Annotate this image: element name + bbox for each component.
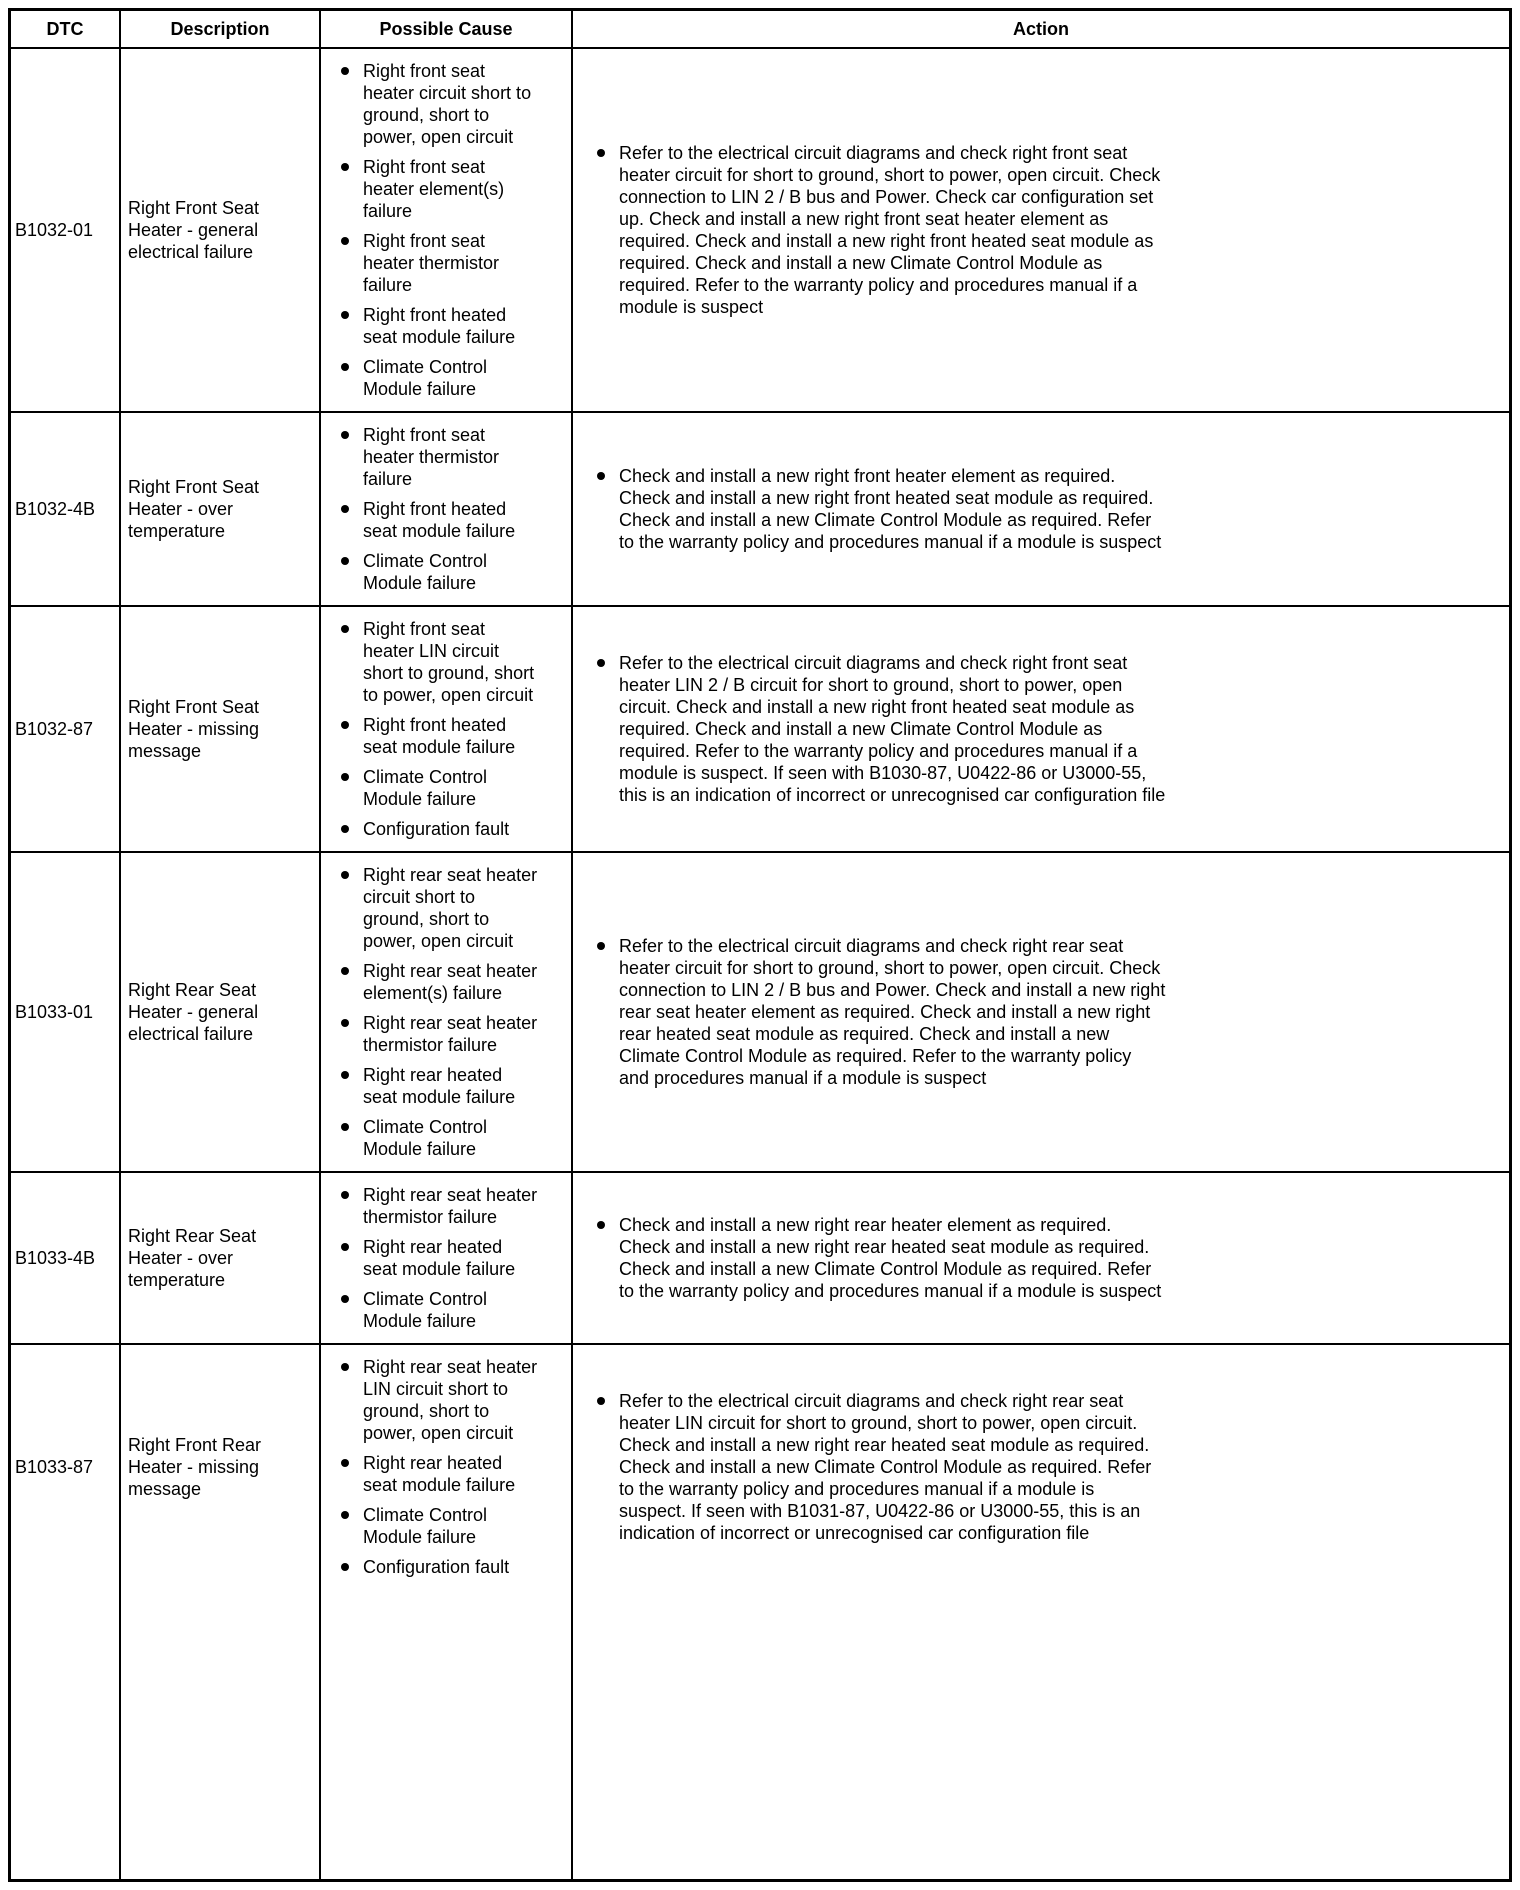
description-text: Right Front Seat Heater - missing message [128,697,260,761]
action-cell [573,1345,1509,1589]
dtc-code: B1032-87 [15,719,94,739]
dtc-code: B1033-87 [15,1457,94,1477]
bullet-icon [341,1363,349,1371]
dtc-cell [11,1173,121,1343]
cause-item [341,864,567,952]
cause-text: Right front seat heater thermistor failure [363,425,500,489]
description-text: Right Rear Seat Heater - general electrical failure [128,980,259,1044]
cause-list [341,60,567,400]
cause-text: Right rear seat heater circuit short to ground, short to power, open circuit [363,865,538,951]
header-dtc: DTC [11,11,121,47]
empty-cell [321,1589,573,1879]
action-item [597,935,1166,1089]
action-cell [573,413,1509,605]
description-cell [121,49,321,411]
description-text: Right Rear Seat Heater - over temperature [128,1226,257,1290]
table-row-b1033-4b [11,1173,1509,1345]
cause-item [341,818,567,840]
cause-text: Right front seat heater element(s) failure [363,157,505,221]
table-row-b1033-87 [11,1345,1509,1589]
bullet-icon [341,1295,349,1303]
action-cell [573,853,1509,1171]
bullet-icon [341,431,349,439]
bullet-icon [597,942,605,950]
dtc-code: B1032-01 [15,220,94,240]
description-cell [121,1345,321,1589]
cause-text: Right front heated seat module failure [363,715,516,757]
cause-item [341,356,567,400]
cause-list [341,424,567,594]
description-text: Right Front Rear Heater - missing message [128,1435,262,1499]
cause-item [341,550,567,594]
bullet-icon [341,967,349,975]
description-cell [121,1173,321,1343]
cause-text: Right rear seat heater element(s) failure [363,961,538,1003]
cause-text: Climate Control Module failure [363,551,488,593]
description-cell [121,413,321,605]
cause-item [341,1236,567,1280]
cause-list [341,864,567,1160]
description-cell [121,607,321,851]
cause-item [341,618,567,706]
dtc-code: B1033-01 [15,1002,94,1022]
dtc-code: B1033-4B [15,1248,96,1268]
possible-cause-cell [321,607,573,851]
dtc-cell [11,607,121,851]
cause-text: Right rear seat heater LIN circuit short to ground, short to power, open circuit [363,1357,538,1443]
action-item [597,465,1166,553]
action-text: Check and install a new right rear heater element as required. Check and install a new right rear heated seat module as required. Check and install a new Climate Control Module as required. Refer to the warranty policy and procedures manual if a module is suspect [619,1215,1162,1301]
header-possible-cause: Possible Cause [321,11,573,47]
description-cell [121,853,321,1171]
action-cell [573,49,1509,411]
dtc-cell [11,49,121,411]
cause-list [341,1356,567,1578]
possible-cause-cell [321,413,573,605]
action-item [597,1214,1166,1302]
description-text: Right Front Seat Heater - general electrical failure [128,198,260,262]
cause-item [341,1288,567,1332]
dtc-cell [11,853,121,1171]
cause-text: Right front seat heater LIN circuit short to ground, short to power, open circuit [363,619,535,705]
bullet-icon [341,237,349,245]
action-text: Refer to the electrical circuit diagrams and check right front seat heater LIN 2 / B circuit for short to ground, short to power, open circuit. Check and install a new right front heated seat module as required. Check and install a new Climate Control Module as required. Refer to the warranty policy and procedures manual if a module is suspect. If seen with B1030-87, U0422-86 or U3000-55, this is an indication of incorrect or unrecognised car configuration file [619,653,1166,805]
table-row-b1032-87 [11,607,1509,853]
bullet-icon [341,505,349,513]
bullet-icon [341,825,349,833]
cause-text: Right rear heated seat module failure [363,1453,516,1495]
bullet-icon [341,871,349,879]
bullet-icon [341,163,349,171]
possible-cause-cell [321,1345,573,1589]
table-row-b1033-01 [11,853,1509,1173]
bullet-icon [341,1071,349,1079]
cause-item [341,304,567,348]
bullet-icon [341,1243,349,1251]
cause-item [341,766,567,810]
cause-text: Right front seat heater circuit short to ground, short to power, open circuit [363,61,532,147]
empty-cell [573,1589,1509,1879]
bullet-icon [341,311,349,319]
cause-item [341,1064,567,1108]
cause-text: Right rear seat heater thermistor failure [363,1013,538,1055]
bullet-icon [597,472,605,480]
bullet-icon [341,1563,349,1571]
cause-text: Climate Control Module failure [363,1505,488,1547]
table-filler-row [11,1589,1509,1879]
cause-item [341,1556,567,1578]
dtc-cell [11,1345,121,1589]
cause-text: Climate Control Module failure [363,357,488,399]
bullet-icon [597,149,605,157]
table-header-row [11,11,1509,49]
empty-cell [11,1589,121,1879]
cause-item [341,60,567,148]
bullet-icon [341,67,349,75]
cause-item [341,1012,567,1056]
cause-text: Climate Control Module failure [363,1289,488,1331]
cause-item [341,714,567,758]
cause-text: Right front heated seat module failure [363,305,516,347]
bullet-icon [341,1459,349,1467]
action-cell [573,607,1509,851]
possible-cause-cell [321,853,573,1171]
dtc-table [8,8,1512,1882]
table-row-b1032-4b [11,413,1509,607]
action-text: Refer to the electrical circuit diagrams and check right rear seat heater LIN circuit for short to ground, short to power, open circuit. Check and install a new right rear heated seat module as required. Check and install a new Climate Control Module as required. Refer to the warranty policy and procedures manual if a module is suspect. If seen with B1031-87, U0422-86 or U3000-55, this is an indication of incorrect or unrecognised car configuration file [619,1391,1152,1543]
bullet-icon [341,557,349,565]
bullet-icon [341,1511,349,1519]
bullet-icon [597,1221,605,1229]
action-item [597,142,1166,318]
cause-item [341,424,567,490]
cause-item [341,960,567,1004]
action-item [597,1390,1166,1544]
bullet-icon [341,1191,349,1199]
header-description: Description [121,11,321,47]
cause-item [341,1356,567,1444]
cause-list [341,1184,567,1332]
table-row-b1032-01 [11,49,1509,413]
action-text: Check and install a new right front heater element as required. Check and install a new right front heated seat module as required. Check and install a new Climate Control Module as required. Refer to the warranty policy and procedures manual if a module is suspect [619,466,1162,552]
dtc-code: B1032-4B [15,499,96,519]
action-item [597,652,1166,806]
bullet-icon [341,1019,349,1027]
bullet-icon [597,659,605,667]
cause-text: Configuration fault [363,819,510,839]
empty-cell [121,1589,321,1879]
bullet-icon [341,625,349,633]
cause-text: Right rear heated seat module failure [363,1065,516,1107]
bullet-icon [341,773,349,781]
bullet-icon [597,1397,605,1405]
description-text: Right Front Seat Heater - over temperature [128,477,260,541]
cause-item [341,1452,567,1496]
cause-item [341,1504,567,1548]
action-text: Refer to the electrical circuit diagrams and check right front seat heater circuit for short to ground, short to power, open circuit. Check connection to LIN 2 / B bus and Power. Check car configuration set up. Check and install a new right front seat heater element as required. Check and install a new right front heated seat module as required. Check and install a new Climate Control Module as required. Refer to the warranty policy and procedures manual if a module is suspect [619,143,1161,317]
cause-text: Climate Control Module failure [363,1117,488,1159]
cause-text: Climate Control Module failure [363,767,488,809]
cause-text: Right front seat heater thermistor failure [363,231,500,295]
cause-item [341,1116,567,1160]
cause-text: Right front heated seat module failure [363,499,516,541]
cause-item [341,156,567,222]
cause-text: Right rear seat heater thermistor failure [363,1185,538,1227]
bullet-icon [341,721,349,729]
cause-list [341,618,567,840]
possible-cause-cell [321,49,573,411]
cause-item [341,498,567,542]
header-action: Action [1013,19,1069,39]
bullet-icon [341,363,349,371]
bullet-icon [341,1123,349,1131]
cause-item [341,230,567,296]
cause-text: Configuration fault [363,1557,510,1577]
action-cell [573,1173,1509,1343]
action-text: Refer to the electrical circuit diagrams and check right rear seat heater circuit for short to ground, short to power, open circuit. Check connection to LIN 2 / B bus and Power. Check and install a new right rear seat heater element as required. Check and install a new right rear heated seat module as required. Check and install a new Climate Control Module as required. Refer to the warranty policy and procedures manual if a module is suspect [619,936,1166,1088]
possible-cause-cell [321,1173,573,1343]
cause-item [341,1184,567,1228]
dtc-cell [11,413,121,605]
cause-text: Right rear heated seat module failure [363,1237,516,1279]
